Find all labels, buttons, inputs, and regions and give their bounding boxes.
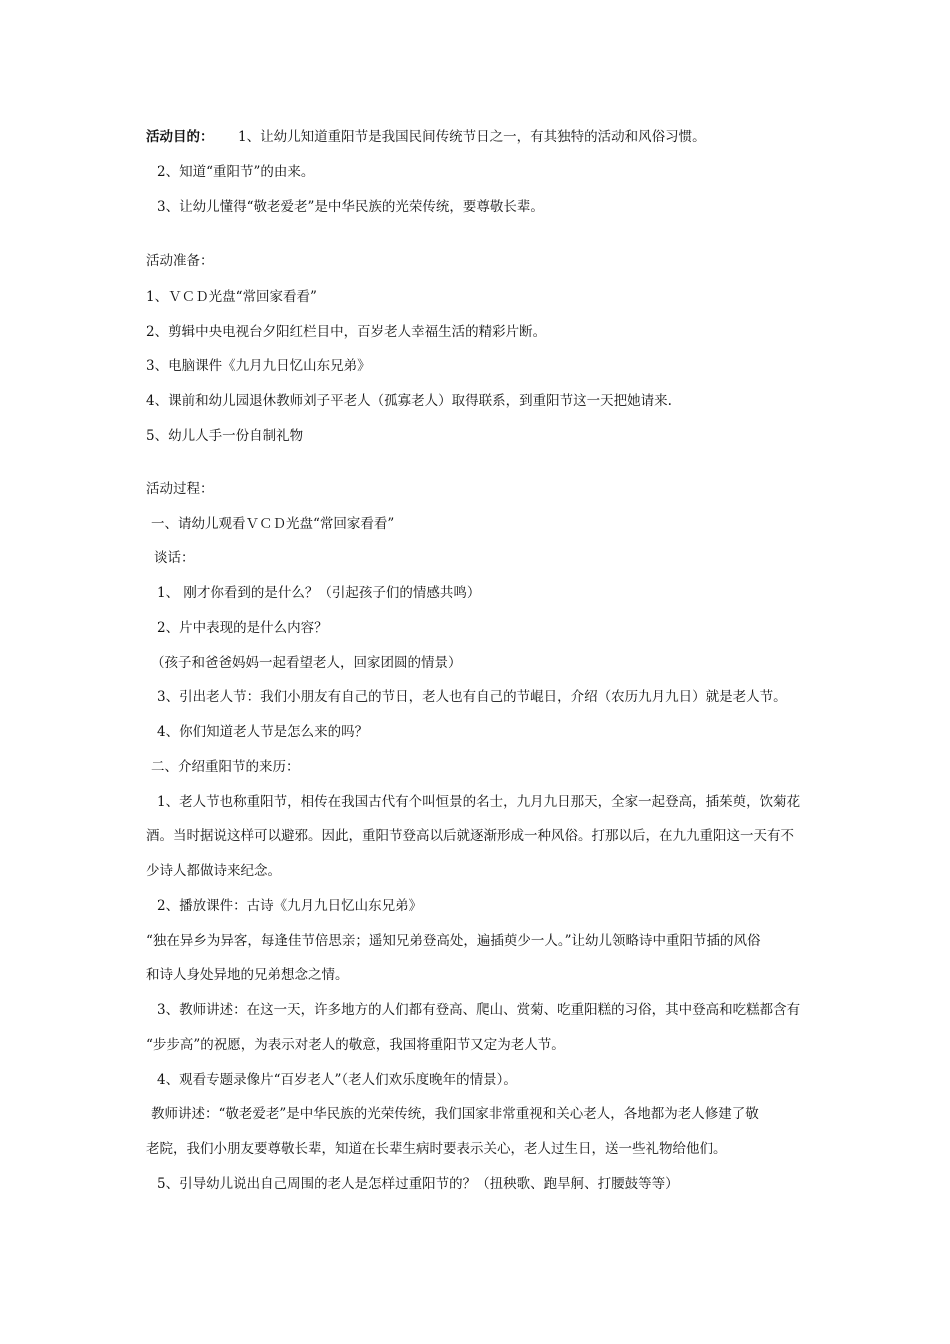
goal-item-3: 3、让幼儿懂得“敬老爱老”是中华民族的光荣传统，要尊敬长辈。 xyxy=(157,199,544,215)
goals-label: 活动目的： xyxy=(146,129,214,145)
process-line: 1、老人节也称重阳节，相传在我国古代有个叫恒景的名士，九月九日那天，全家一起登高，插茱萸，饮菊花 xyxy=(157,794,801,810)
goal-item-1: 1、让幼儿知道重阳节是我国民间传统节日之一，有其独特的活动和风俗习惯。 xyxy=(238,129,706,145)
process-line: 少诗人都做诗来纪念。 xyxy=(146,863,281,879)
process-line: “步步高”的祝愿，为表示对老人的敬意，我国将重阳节又定为老人节。 xyxy=(146,1037,565,1053)
preparation-item-3: 3、电脑课件《九月九日忆山东兄弟》 xyxy=(146,358,371,374)
process-line: 二、介绍重阳节的来历： xyxy=(151,759,300,775)
process-line: 酒。当时据说这样可以避邪。因此，重阳节登高以后就逐渐形成一种风俗。打那以后，在九九重阳这一天有不 xyxy=(146,828,794,844)
process-line: 和诗人身处异地的兄弟想念之情。 xyxy=(146,967,349,983)
preparation-heading: 活动准备： xyxy=(146,253,214,269)
process-line: 3、教师讲述：在这一天，许多地方的人们都有登高、爬山、赏菊、吃重阳糕的习俗，其中登高和吃糕都含有 xyxy=(157,1002,801,1018)
preparation-item-2: 2、剪辑中央电视台夕阳红栏目中，百岁老人幸福生活的精彩片断。 xyxy=(146,324,547,340)
preparation-item-1: 1、ＶＣＤ光盘“常回家看看” xyxy=(146,289,317,305)
process-line: 2、播放课件：古诗《九月九日忆山东兄弟》 xyxy=(157,898,423,914)
process-heading: 活动过程： xyxy=(146,481,214,497)
goal-item-2: 2、知道“重阳节”的由来。 xyxy=(157,164,315,180)
process-line: 5、引导幼儿说出自己周围的老人是怎样过重阳节的？（扭秧歌、跑旱舸、打腰鼓等等） xyxy=(157,1176,679,1192)
process-line: 4、你们知道老人节是怎么来的吗？ xyxy=(157,724,369,740)
process-line: （孩子和爸爸妈妈一起看望老人，回家团圆的情景） xyxy=(151,655,462,671)
preparation-item-5: 5、幼儿人手一份自制礼物 xyxy=(146,428,304,444)
preparation-item-4: 4、课前和幼儿园退休教师刘子平老人（孤寡老人）取得联系，到重阳节这一天把她请来. xyxy=(146,393,672,409)
process-line: 谈话： xyxy=(154,550,195,566)
process-line: 老院，我们小朋友要尊敬长辈，知道在长辈生病时要表示关心，老人过生日，送一些礼物给他们。 xyxy=(146,1141,727,1157)
process-line: 4、观看专题录像片“百岁老人”（老人们欢乐度晚年的情景）。 xyxy=(157,1072,517,1088)
process-line: 一、请幼儿观看ＶＣＤ光盘“常回家看看” xyxy=(151,516,395,532)
process-line: “独在异乡为异客，每逢佳节倍思亲；遥知兄弟登高处，遍插萸少一人。”让幼儿领略诗中重阳节插的风俗 xyxy=(146,933,761,949)
process-line: 1、 刚才你看到的是什么？（引起孩子们的情感共鸣） xyxy=(157,585,481,601)
process-line: 教师讲述：“敬老爱老”是中华民族的光荣传统，我们国家非常重视和关心老人，各地都为老人修建了敬 xyxy=(151,1106,759,1122)
process-line: 2、片中表现的是什么内容？ xyxy=(157,620,328,636)
process-line: 3、引出老人节：我们小朋友有自己的节日，老人也有自己的节崐日，介绍（农历九月九日）就是老人节。 xyxy=(157,689,787,705)
